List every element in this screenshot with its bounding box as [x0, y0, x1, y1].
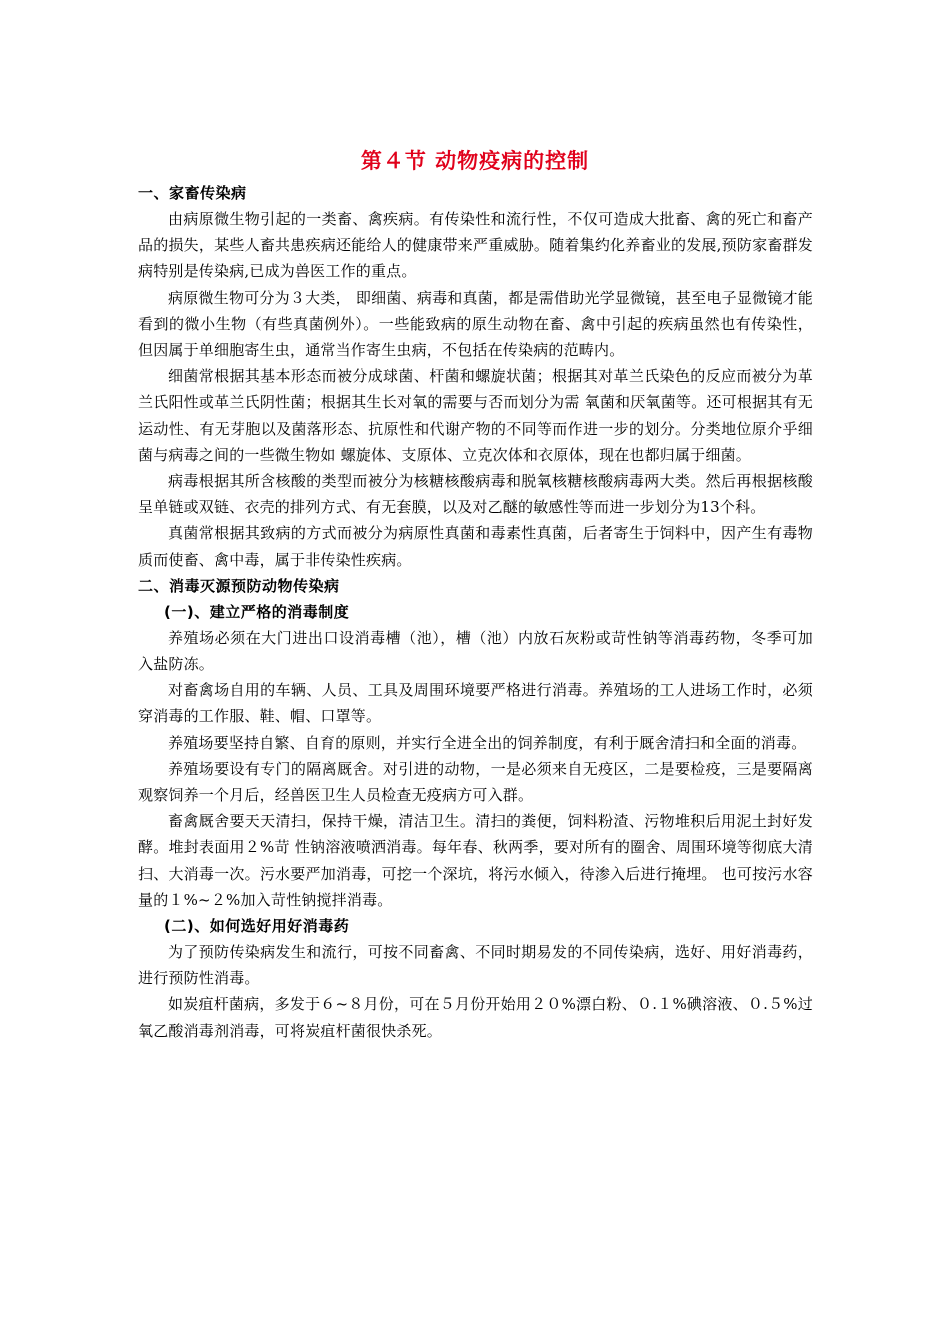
paragraph: 病原微生物可分为３大类， 即细菌、病毒和真菌，都是需借助光学显微镜，甚至电子显微镜才能看到的微小生物（有些真菌例外）。一些能致病的原生动物在畜、禽中引起的疾病虽然也有传染性，但因属于单细胞寄生虫，通常当作寄生虫病，不包括在传染病的范畴内。 [138, 288, 813, 360]
paragraph: 对畜禽场自用的车辆、人员、工具及周围环境要严格进行消毒。养殖场的工人进场工作时，必须穿消毒的工作服、鞋、帽、口罩等。 [138, 681, 813, 726]
paragraph: 病毒根据其所含核酸的类型而被分为核糖核酸病毒和脱氧核糖核酸病毒两大类。然后再根据核酸呈单链或双链、衣壳的排列方式、有无套膜，以及对乙醚的敏感性等而进一步划分为13个科。 [138, 472, 813, 517]
paragraph: 畜禽厩舍要天天清扫，保持干燥，清洁卫生。清扫的粪便，饲料粉渣、污物堆积后用泥土封好发酵。堆封表面用２%苛 性钠溶液喷洒消毒。每年春、秋两季，要对所有的圈舍、周围环境等彻底大清扫、大消毒一次。污水要严加消毒，可挖一个深坑，将污水倾入，待渗入后进行掩埋。 也可按污水容量的１%~２%加入苛性钠搅拌消毒。 [138, 812, 813, 909]
paragraph: 真菌常根据其致病的方式而被分为病原性真菌和毒素性真菌，后者寄生于饲料中，因产生有毒物质而使畜、禽中毒，属于非传染性疾病。 [138, 524, 813, 569]
paragraph: 细菌常根据其基本形态而被分成球菌、杆菌和螺旋状菌；根据其对革兰氏染色的反应而被分为革兰氏阳性或革兰氏阴性菌；根据其生长对氧的需要与否而划分为需 氧菌和厌氧菌等。还可根据其有无运动性、有无芽胞以及菌落形态、抗原性和代谢产物的不同等而作进一步的划分。分类地位原介乎细菌与病毒之间的一些微生物如 螺旋体、支原体、立克次体和衣原体，现在也都归属于细菌。 [138, 367, 813, 464]
page-title: 第４节 动物疫病的控制 [360, 148, 590, 173]
paragraph: 由病原微生物引起的一类畜、禽疾病。有传染性和流行性，不仅可造成大批畜、禽的死亡和畜产品的损失，某些人畜共患疾病还能给人的健康带来严重威胁。随着集约化养畜业的发展,预防家畜群发病特别是传染病,已成为兽医工作的重点。 [138, 210, 813, 281]
document-body [138, 180, 813, 1044]
paragraph: 养殖场要坚持自繁、自育的原则，并实行全进全出的饲养制度，有利于厩舍清扫和全面的消毒。 [168, 733, 807, 752]
subsection-heading-1: (一)、建立严格的消毒制度 [164, 602, 350, 621]
paragraph: 如炭疽杆菌病，多发于６~８月份，可在５月份开始用２０%漂白粉、０.１%碘溶液、０.５%过氧乙酸消毒剂消毒，可将炭疽杆菌很快杀死。 [138, 995, 813, 1040]
section-heading-1: 一、家畜传染病 [138, 184, 247, 202]
section-heading-2: 二、消毒灭源预防动物传染病 [138, 576, 340, 595]
paragraph: 养殖场要设有专门的隔离厩舍。对引进的动物，一是必须来自无疫区，二是要检疫，三是要隔离观察饲养一个月后，经兽医卫生人员检查无疫病方可入群。 [138, 759, 813, 805]
paragraph: 养殖场必须在大门进出口设消毒槽（池），槽（池）内放石灰粉或苛性钠等消毒药物，冬季可加入盐防冻。 [138, 628, 813, 674]
paragraph: 为了预防传染病发生和流行，可按不同畜禽、不同时期易发的不同传染病，选好、用好消毒药，进行预防性消毒。 [138, 943, 813, 988]
subsection-heading-2: (二)、如何选好用好消毒药 [164, 917, 350, 936]
